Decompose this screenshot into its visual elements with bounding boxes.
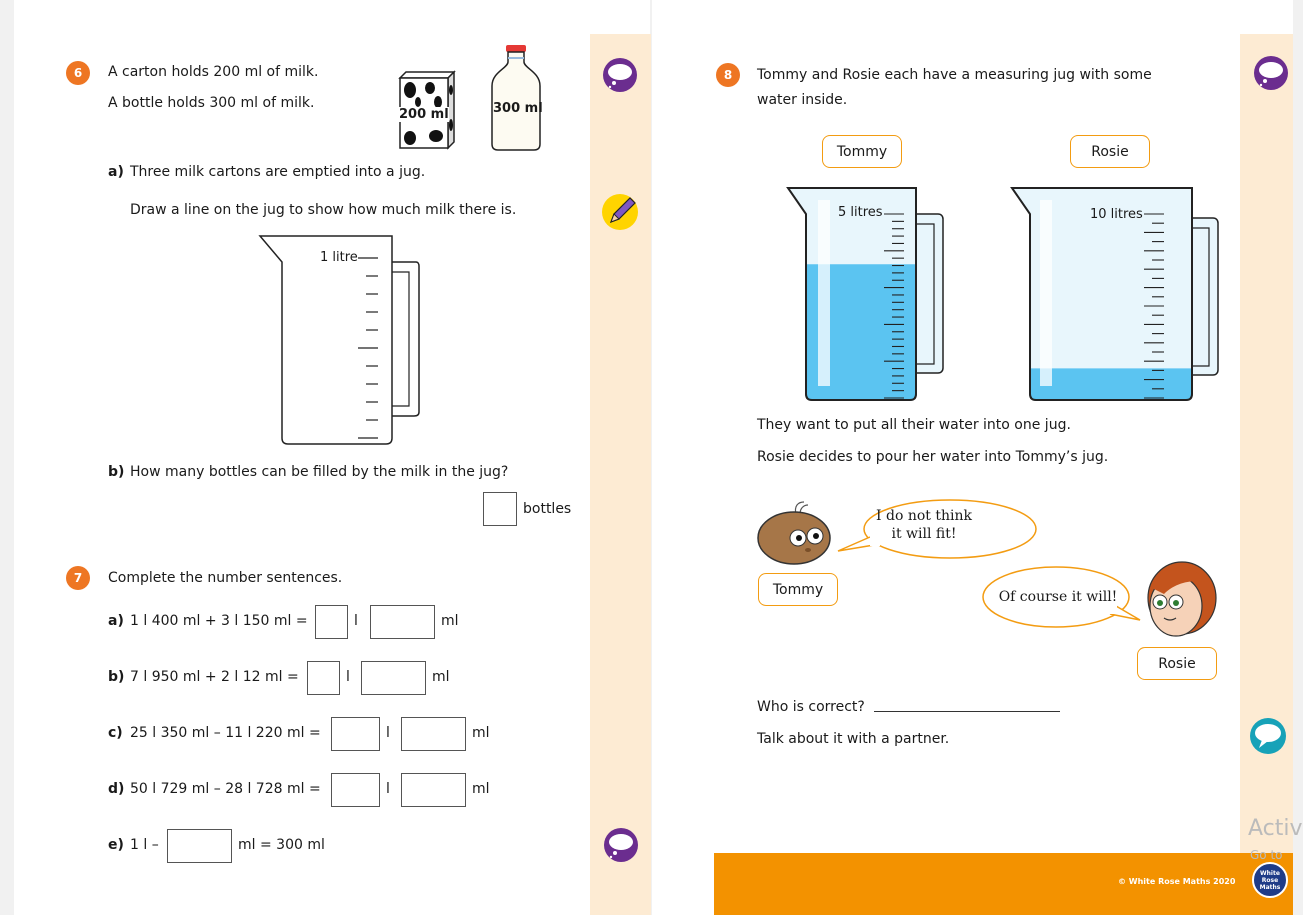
q6-line-2: A bottle holds 300 ml of milk.: [108, 95, 315, 111]
q7b-ml-box[interactable]: [361, 661, 426, 695]
activation-watermark-sub: Go to: [1250, 848, 1283, 862]
q8-text-1: They want to put all their water into one jug.: [757, 417, 1071, 433]
white-rose-maths-logo: [1252, 862, 1288, 898]
pencil-icon: [602, 194, 638, 230]
activation-watermark: Activ: [1248, 816, 1303, 841]
q8-line-2: water inside.: [757, 92, 848, 108]
q7b-label: b): [108, 669, 125, 685]
q7d-label: d): [108, 781, 125, 797]
q7d-ml-unit: ml: [472, 781, 490, 797]
talking-bubble-icon: [1250, 718, 1286, 754]
q6-jug-label: 1 litre: [320, 250, 358, 265]
q6a-instruction: Draw a line on the jug to show how much milk there is.: [130, 202, 517, 218]
q7b-ml-unit: ml: [432, 669, 450, 685]
q7e-label: e): [108, 837, 124, 853]
q6-line-1: A carton holds 200 ml of milk.: [108, 64, 319, 80]
q7e-expression: 1 l –: [130, 837, 159, 853]
tommy-character-label: Tommy: [758, 573, 838, 606]
q7d-litres-box[interactable]: [331, 773, 380, 807]
q6a-label: a): [108, 164, 124, 180]
q7a-expression: 1 l 400 ml + 3 l 150 ml =: [130, 613, 308, 629]
q7c-litres-box[interactable]: [331, 717, 380, 751]
tommy-jug-label: 5 litres: [838, 205, 883, 220]
q6a-text: Three milk cartons are emptied into a jug.: [130, 164, 426, 180]
rosie-water-level: [1030, 368, 1192, 400]
rosie-character-label: Rosie: [1137, 647, 1217, 680]
bottle-capacity-label: 300 ml: [493, 101, 543, 116]
tommy-speech-line-1: I do not think: [876, 508, 972, 524]
q7c-l-unit: l: [386, 725, 390, 741]
logo-line-3: Maths: [1259, 884, 1281, 891]
answer-line[interactable]: [874, 711, 1060, 712]
right-margin-gutter: [1240, 34, 1293, 915]
q7b-litres-box[interactable]: [307, 661, 340, 695]
q7-title: Complete the number sentences.: [108, 570, 343, 586]
logo-line-2: Rose: [1261, 877, 1279, 884]
q7b-l-unit: l: [346, 669, 350, 685]
q7a-ml-box[interactable]: [370, 605, 435, 639]
q7d-l-unit: l: [386, 781, 390, 797]
tommy-character: [756, 500, 836, 568]
q7c-expression: 25 l 350 ml – 11 l 220 ml =: [130, 725, 321, 741]
q7a-l-unit: l: [354, 613, 358, 629]
q7c-ml-box[interactable]: [401, 717, 466, 751]
q7c-ml-unit: ml: [472, 725, 490, 741]
question-7-badge: 7: [66, 566, 90, 590]
q7a-ml-unit: ml: [441, 613, 459, 629]
q7b-expression: 7 l 950 ml + 2 l 12 ml =: [130, 669, 299, 685]
logo-line-1: White: [1260, 870, 1280, 877]
milk-bottle-image: [488, 44, 544, 152]
carton-capacity-label: 200 ml: [399, 107, 449, 122]
bottles-unit: bottles: [523, 501, 572, 517]
tommy-speech-line-2: it will fit!: [891, 526, 957, 542]
rosie-jug-label: 10 litres: [1090, 207, 1143, 222]
q7a-litres-box[interactable]: [315, 605, 348, 639]
left-margin-gutter: [590, 34, 651, 915]
q6b-label: b): [108, 464, 125, 480]
question-8-badge: 8: [716, 63, 740, 87]
q8-question: Who is correct?: [757, 699, 865, 715]
rosie-character: [1138, 558, 1220, 644]
q8-text-2: Rosie decides to pour her water into Tommy’s jug.: [757, 449, 1109, 465]
thinking-cloud-icon: [604, 828, 638, 862]
q8-line-1: Tommy and Rosie each have a measuring jug with some: [757, 67, 1152, 83]
q7a-label: a): [108, 613, 124, 629]
q8-talk: Talk about it with a partner.: [757, 731, 950, 747]
rosie-name-label: Rosie: [1070, 135, 1150, 168]
rosie-speech-text: Of course it will!: [998, 589, 1118, 605]
copyright-text: © White Rose Maths 2020: [1118, 877, 1236, 886]
bottles-answer-box[interactable]: [483, 492, 517, 526]
q7e-suffix: ml = 300 ml: [238, 837, 325, 853]
q7d-expression: 50 l 729 ml – 28 l 728 ml =: [130, 781, 321, 797]
thinking-cloud-icon: [1254, 56, 1288, 90]
q7c-label: c): [108, 725, 123, 741]
tommy-speech-text: [862, 507, 986, 543]
question-6-badge: 6: [66, 61, 90, 85]
q7e-ml-box[interactable]: [167, 829, 232, 863]
q7d-ml-box[interactable]: [401, 773, 466, 807]
tommy-name-label: Tommy: [822, 135, 902, 168]
thinking-cloud-icon: [603, 58, 637, 92]
q6b-text: How many bottles can be filled by the milk in the jug?: [130, 464, 509, 480]
